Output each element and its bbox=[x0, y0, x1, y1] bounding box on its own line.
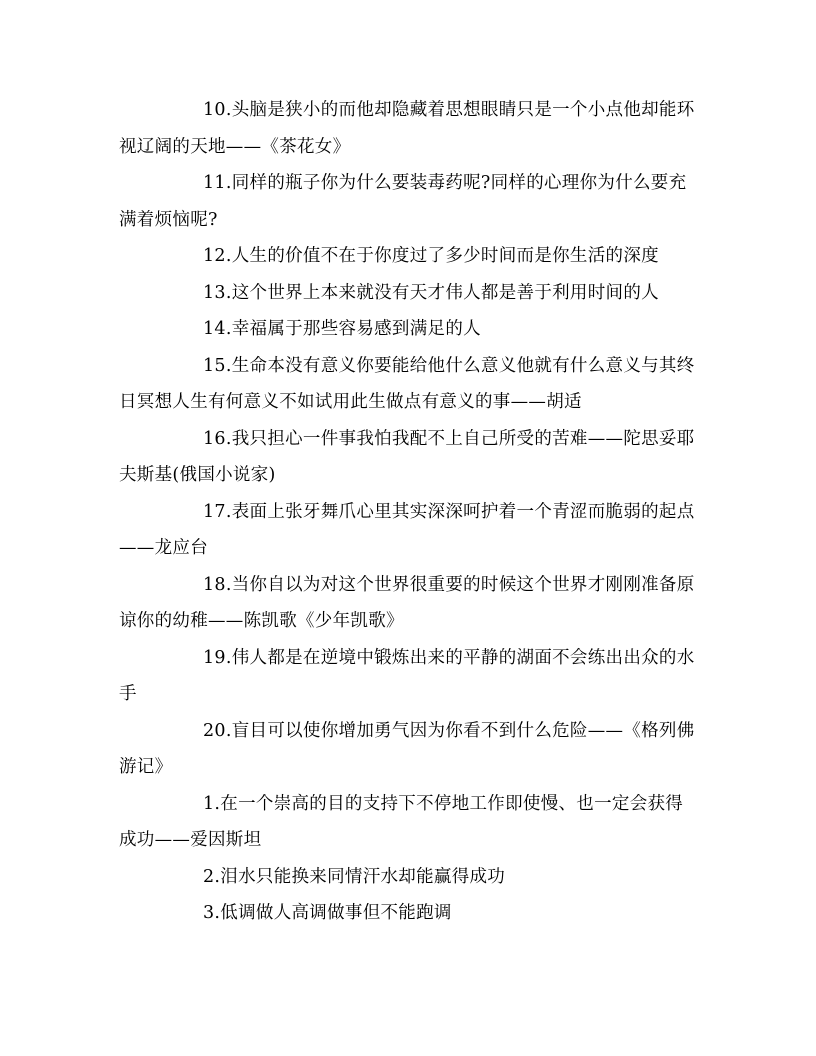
quote-paragraph: 15.生命本没有意义你要能给他什么意义他就有什么意义与其终日冥想人生有何意义不如试用此生做点有意义的事——胡适 bbox=[119, 355, 695, 412]
quote-paragraph: 18.当你自以为对这个世界很重要的时候这个世界才刚刚准备原谅你的幼稚——陈凯歌《少年凯歌》 bbox=[119, 574, 695, 631]
quote-paragraph: 10.头脑是狭小的而他却隐藏着思想眼睛只是一个小点他却能环视辽阔的天地——《茶花女》 bbox=[119, 100, 695, 157]
quote-paragraph: 3.低调做人高调做事但不能跑调 bbox=[203, 903, 452, 923]
quote-paragraph: 13.这个世界上本来就没有天才伟人都是善于利用时间的人 bbox=[203, 282, 659, 303]
quote-paragraph: 1.在一个崇高的目的支持下不停地工作即使慢、也一定会获得成功——爱因斯坦 bbox=[119, 793, 684, 850]
quote-paragraph: 2.泪水只能换来同情汗水却能赢得成功 bbox=[203, 866, 506, 887]
quote-paragraph: 14.幸福属于那些容易感到满足的人 bbox=[203, 319, 481, 339]
quote-paragraph: 11.同样的瓶子你为什么要装毒药呢?同样的心理你为什么要充满着烦恼呢? bbox=[119, 173, 687, 230]
quote-paragraph: 17.表面上张牙舞爪心里其实深深呵护着一个青涩而脆弱的起点——龙应台 bbox=[119, 501, 695, 558]
quote-paragraph: 20.盲目可以使你增加勇气因为你看不到什么危险——《格列佛游记》 bbox=[119, 720, 695, 777]
quote-paragraph: 19.伟人都是在逆境中锻炼出来的平静的湖面不会练出出众的水手 bbox=[119, 647, 695, 704]
quote-paragraph: 12.人生的价值不在于你度过了多少时间而是你生活的深度 bbox=[203, 246, 659, 266]
quote-paragraph: 16.我只担心一件事我怕我配不上自己所受的苦难——陀思妥耶夫斯基(俄国小说家) bbox=[119, 428, 695, 485]
document-body bbox=[119, 92, 699, 932]
